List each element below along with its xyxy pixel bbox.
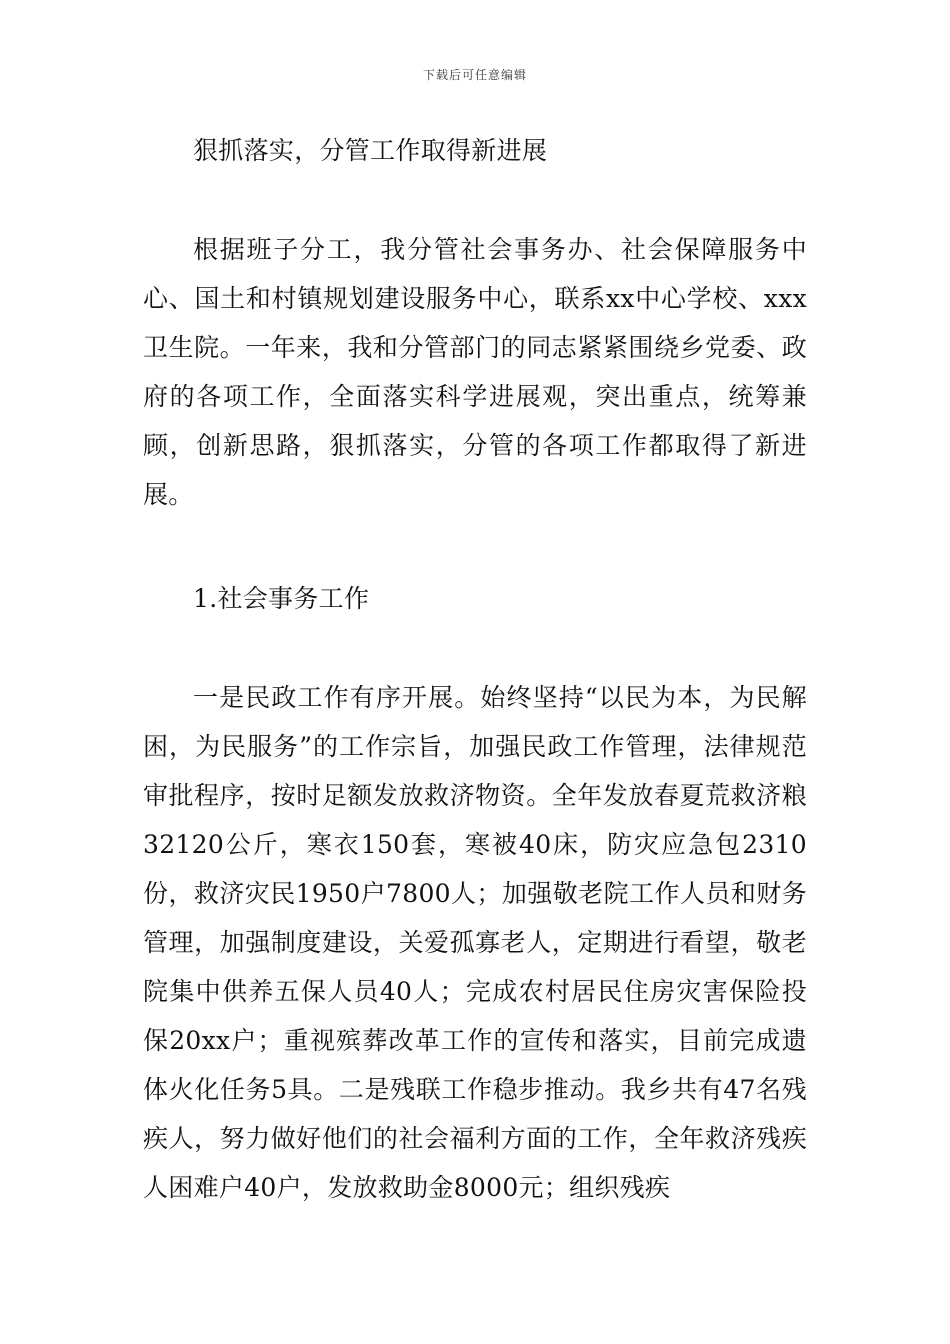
section-title: 狠抓落实，分管工作取得新进展 — [193, 136, 548, 165]
paragraph-intro: 根据班子分工，我分管社会事务办、社会保障服务中心、国土和村镇规划建设服务中心，联系xx中心学校、xxx卫生院。一年来，我和分管部门的同志紧紧围绕乡党委、政府的各项工作，全面落实科学进展观，突出重点，统筹兼顾，创新思路，狠抓落实，分管的各项工作都取得了新进展。 — [143, 235, 807, 509]
header-note: 下载后可任意编辑 — [422, 68, 527, 82]
section-heading: 1.社会事务工作 — [193, 584, 370, 613]
paragraph-social-affairs: 一是民政工作有序开展。始终坚持“以民为本，为民解困，为民服务”的工作宗旨，加强民政工作管理，法律规范审批程序，按时足额发放救济物资。全年发放春夏荒救济粮32120公斤，寒衣150套，寒被40床，防灾应急包2310份，救济灾民1950户7800人；加强敬老院工作人员和财务管理，加强制度建设，关爱孤寡老人，定期进行看望，敬老院集中供养五保人员40人；完成农村居民住房灾害保险投保20xx户；重视殡葬改革工作的宣传和落实，目前完成遗体火化任务5具。二是残联工作稳步推动。我乡共有47名残疾人，努力做好他们的社会福利方面的工作，全年救济残疾人困难户40户，发放救助金8000元；组织残疾 — [143, 683, 807, 1202]
